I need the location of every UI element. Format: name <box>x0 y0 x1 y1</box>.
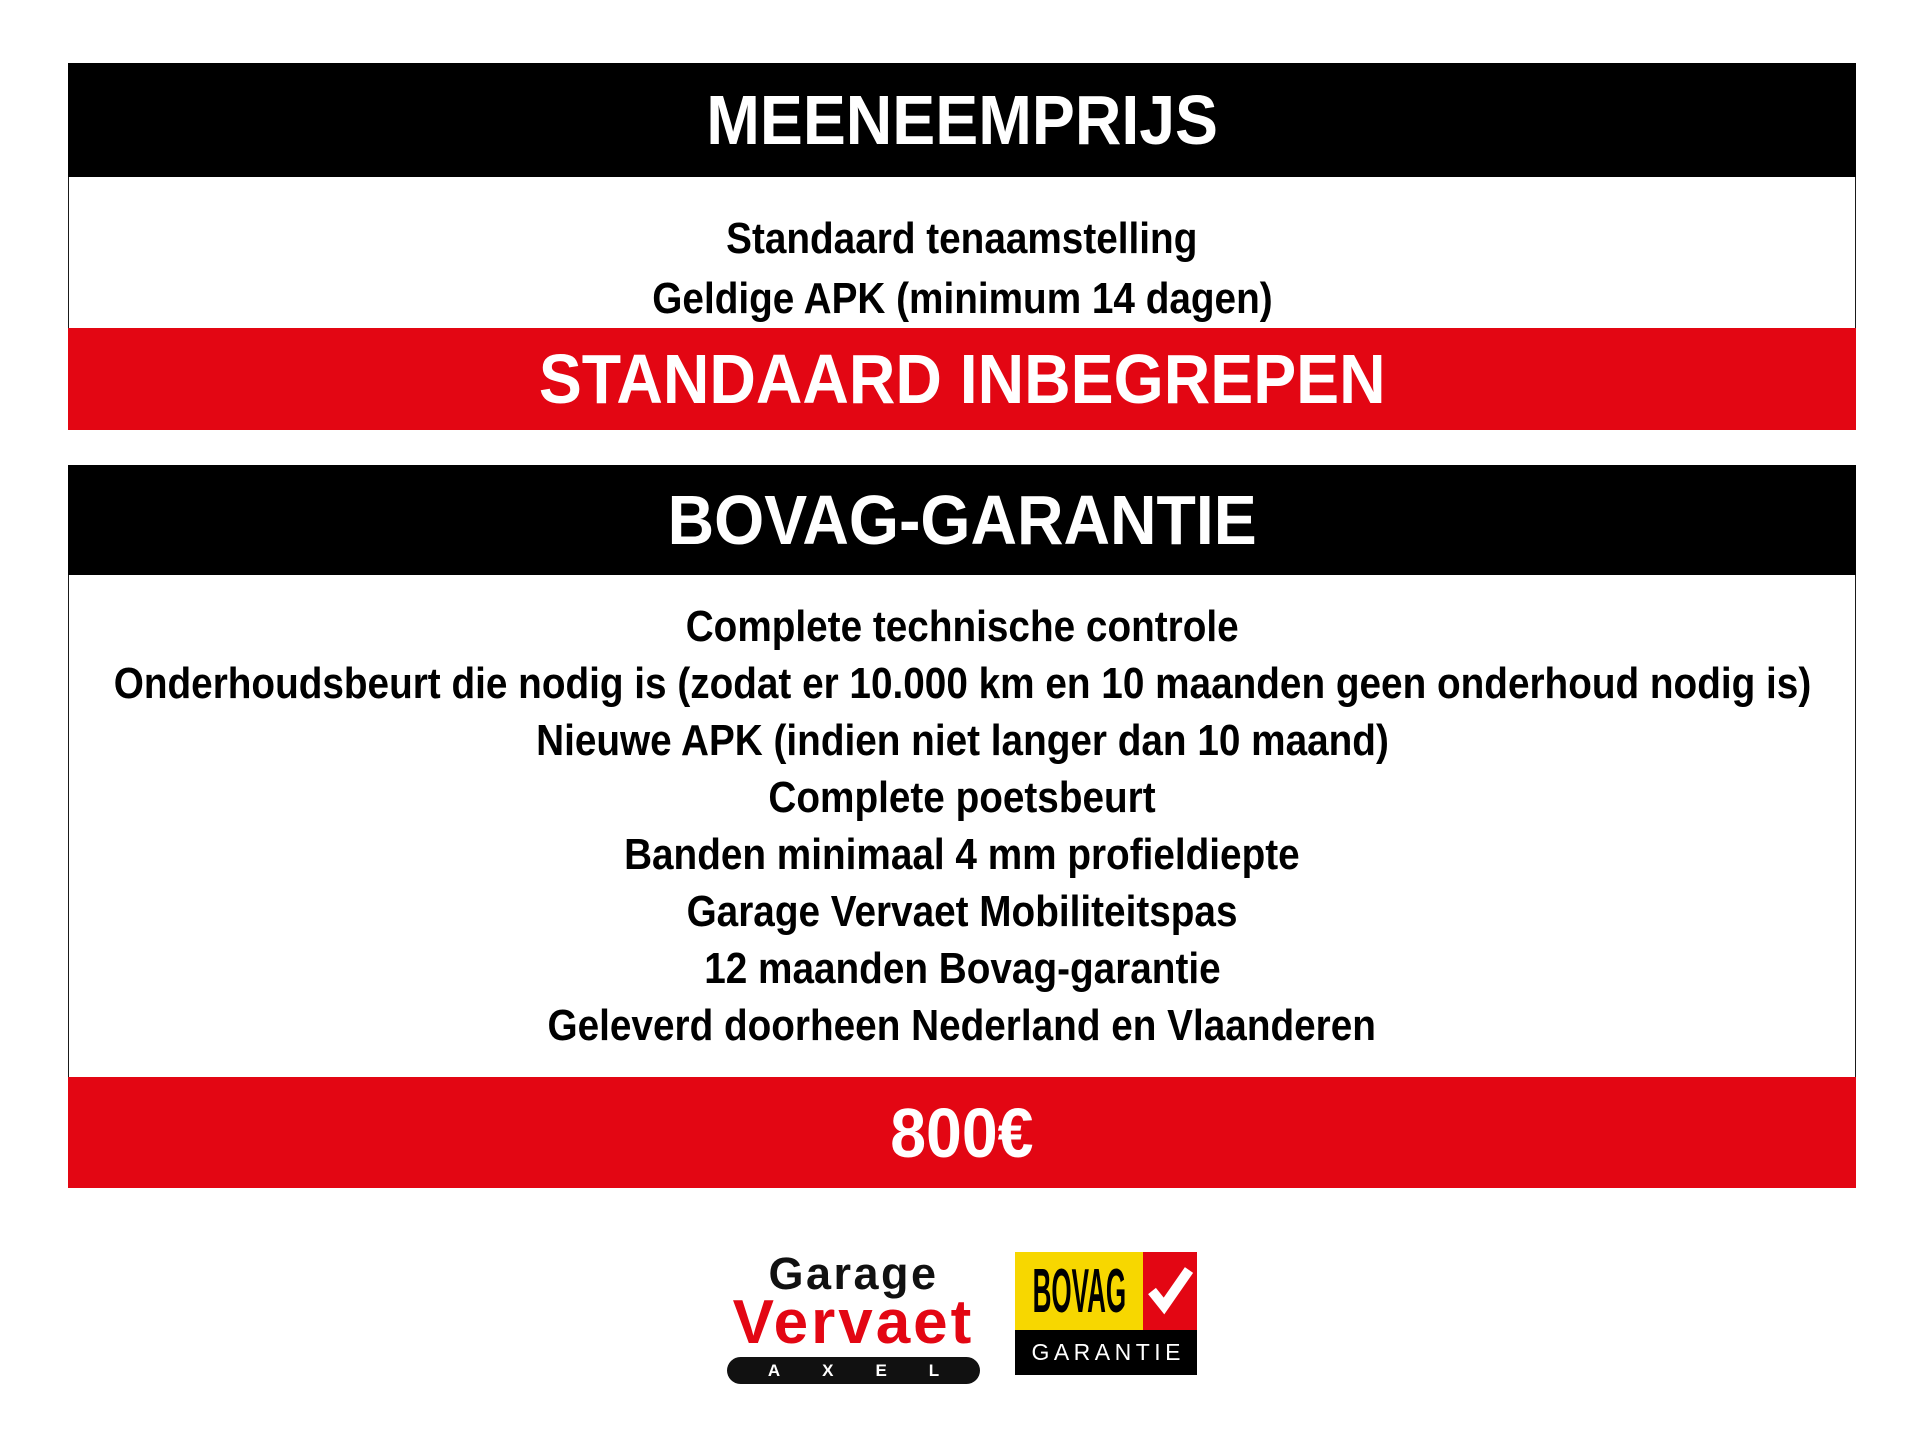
price-banner <box>68 1077 1856 1188</box>
standaard-inbegrepen-banner <box>68 328 1856 430</box>
bovag-logo-red-cell <box>1143 1252 1197 1330</box>
list-item: Nieuwe APK (indien niet langer dan 10 maand) <box>535 716 1389 765</box>
axel-letter: X <box>822 1361 834 1380</box>
price-value: 800€ <box>890 1093 1034 1172</box>
bovag-logo-yellow-cell <box>1015 1252 1143 1330</box>
price-info-panel <box>68 63 1856 1188</box>
bovag-garantie-header-bar <box>68 465 1856 575</box>
axel-letter: E <box>875 1361 887 1380</box>
axel-badge <box>727 1357 980 1384</box>
list-item: Garage Vervaet Mobiliteitspas <box>686 887 1238 936</box>
garage-logo-text: Garage <box>768 1248 939 1299</box>
meeneemprijs-items-section <box>68 177 1856 328</box>
vervaet-logo-text: Vervaet <box>732 1288 975 1357</box>
bovag-logo-bottom <box>1015 1330 1197 1375</box>
bovag-logo-top <box>1015 1252 1197 1330</box>
garage-vervaet-logo <box>727 1248 980 1385</box>
axel-letter: L <box>928 1361 940 1380</box>
list-item: Banden minimaal 4 mm profieldiepte <box>624 830 1300 879</box>
axel-letter: A <box>767 1361 781 1380</box>
meeneemprijs-title: MEENEEMPRIJS <box>706 81 1218 159</box>
bovag-garantie-title: BOVAG-GARANTIE <box>667 481 1257 559</box>
list-item: Onderhoudsbeurt die nodig is (zodat er 10.000 km en 10 maanden geen onderhoud nodig is) <box>113 659 1811 708</box>
bovag-items-section <box>68 575 1856 1077</box>
list-item: Geldige APK (minimum 14 dagen) <box>651 274 1273 323</box>
checkmark-icon <box>1145 1263 1195 1320</box>
list-item: 12 maanden Bovag-garantie <box>703 944 1221 993</box>
list-item: Standaard tenaamstelling <box>726 214 1198 263</box>
bovag-logo-word: BOVAG <box>1032 1256 1126 1326</box>
list-item: Geleverd doorheen Nederland en Vlaanderen <box>547 1001 1377 1050</box>
meeneemprijs-header-bar <box>68 63 1856 177</box>
section-gap <box>68 430 1856 465</box>
bovag-garantie-logo <box>1015 1252 1197 1375</box>
standaard-inbegrepen-label: STANDAARD INBEGREPEN <box>538 340 1386 418</box>
list-item: Complete poetsbeurt <box>768 773 1156 822</box>
list-item: Complete technische controle <box>685 602 1239 651</box>
bovag-garantie-word: GARANTIE <box>1031 1339 1186 1365</box>
